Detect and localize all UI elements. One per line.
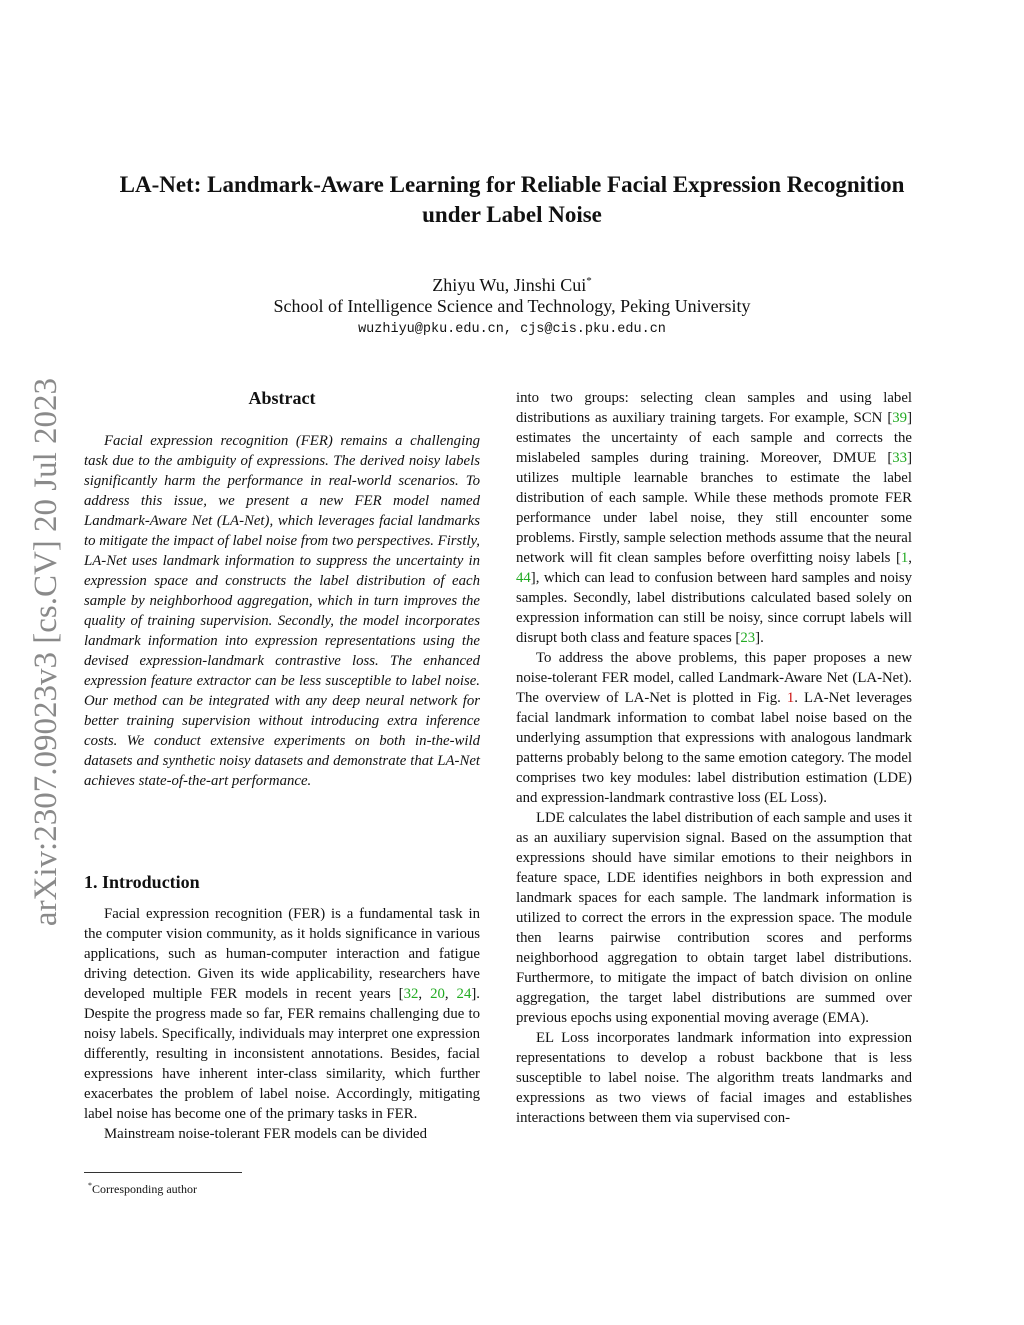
title-line-1: LA-Net: Landmark-Aware Learning for Reliable Facial Expression Recognition — [119, 172, 905, 197]
right-paragraph-1 — [516, 388, 912, 648]
body-text-run: ], which can lead to confusion between hard samples and noisy samples. Secondly, label distributions calculated based solely on expression information can still be noisy, since corrupt labels will disrupt both class and feature spaces [ — [516, 570, 912, 646]
abstract-text: Facial expression recognition (FER) remains a challenging task due to the ambiguity of expressions. The derived noisy labels significantly harm the performance in real-world scenarios. To address this issue, we present a new FER model named Landmark-Aware Net (LA-Net), which leverages facial landmarks to mitigate the impact of label noise from two perspectives. Firstly, LA-Net uses landmark information to suppress the uncertainty in expression space and constructs the label distribution of each sample by neighborhood aggregation, which in turn improves the quality of training supervision. Secondly, the model incorporates landmark information into expression representations using the devised expression-landmark contrastive loss. The enhanced expression feature extractor can be less susceptible to label noise. Our method can be integrated with any deep neural network for better training supervision without introducing extra inference costs. We conduct extensive experiments on both in-the-wild datasets and synthetic noisy datasets and demonstrate that LA-Net achieves state-of-the-art performance. — [84, 433, 480, 789]
paper-title — [60, 170, 964, 230]
intro-paragraph-2: Mainstream noise-tolerant FER models can be divided — [104, 1126, 427, 1142]
abstract-heading: Abstract — [248, 388, 316, 408]
body-text-run: ] utilizes multiple learnable branches to estimate the label distribution of each sample. While these methods promote FER performance under label noise, they still encounter some problems. Firstly, sample selection methods assume that the neural network will fit clean samples before overfitting noisy labels [ — [516, 450, 912, 566]
citation-separator: , — [444, 986, 457, 1002]
footnote-text: Corresponding author — [92, 1182, 197, 1196]
footnote-rule — [84, 1172, 242, 1173]
affiliation: School of Intelligence Science and Technology, Peking University — [273, 296, 751, 316]
citation-link[interactable]: 1 — [900, 550, 909, 566]
body-text-run: into two groups: selecting clean samples and using label distributions as auxiliary training targets. For example, SCN [ — [516, 390, 912, 426]
citation-link[interactable]: 24 — [456, 986, 472, 1002]
arxiv-identifier-margin — [24, 364, 68, 940]
arxiv-identifier[interactable]: arXiv:2307.09023v3 [cs.CV] 20 Jul 2023 — [28, 377, 64, 927]
right-paragraph-3: LDE calculates the label distribution of each sample and uses it as an auxiliary supervision signal. Based on the assumption that expressions should have similar emotions to their neighbors in feature space, LDE identifies neighbors in both expression and landmark spaces for each sample. The landmark information is utilized to correct the errors in the expression space. The module then learns pairwise contribution scores and performs neighborhood aggregation to obtain target label distributions. Furthermore, to mitigate the impact of batch division on online aggregation, the target label distributions are summed over previous epochs using exponential moving average (EMA). — [516, 810, 912, 1026]
citation-link[interactable]: 23 — [740, 630, 756, 646]
introduction-body — [84, 904, 480, 1144]
author-list — [60, 269, 964, 297]
citation-separator: , — [908, 550, 912, 566]
body-text-run: To address the above problems, this paper proposes a new noise-tolerant FER model, called Landmark-Aware Net (LA-Net). The overview of LA-Net is plotted in Fig. — [516, 650, 912, 706]
footnote-mark: * — [88, 1181, 92, 1190]
corresponding-author-mark: * — [586, 275, 592, 287]
intro-paragraph-1 — [84, 904, 480, 1124]
citation-separator: , — [418, 986, 431, 1002]
intro-text-run: ]. Despite the progress made so far, FER remains challenging due to noisy labels. Specifically, individuals may interpret one expression differently, resulting in inconsistent annotations. Besides, facial expressions have inherent inter-class similarity, which further exacerbates the problem of label noise. Accordingly, mitigating label noise has become one of the primary tasks in FER. — [84, 986, 480, 1122]
body-text-run: ]. — [755, 630, 764, 646]
footnote — [88, 1178, 197, 1197]
intro-text-run: Facial expression recognition (FER) is a fundamental task in the computer vision community, as it holds significance in various applications, such as human-computer interaction and fatigue driving detection. Given its wide applicability, researchers have developed multiple FER models in recent years [ — [84, 906, 480, 1002]
citation-link[interactable]: 20 — [430, 986, 445, 1002]
right-paragraph-4: EL Loss incorporates landmark information into expression representations to develop a robust backbone that is less susceptible to label noise. The algorithm treats landmarks and expressions as two views of facial images and establishes interactions between them via supervised con- — [516, 1030, 912, 1126]
figure-reference-link[interactable]: 1 — [786, 690, 795, 706]
right-column-body — [516, 388, 912, 1128]
title-line-2: under Label Noise — [422, 202, 602, 227]
right-paragraph-2 — [516, 648, 912, 808]
body-text-run: . LA-Net leverages facial landmark information to combat label noise based on the underlying assumption that expressions with analogous landmark patterns probably belong to the same emotion category. The model comprises two key modules: label distribution estimation (LDE) and expression-landmark contrastive loss (EL Loss). — [516, 690, 912, 806]
citation-link[interactable]: 39 — [892, 410, 908, 426]
author-names: Zhiyu Wu, Jinshi Cui — [432, 275, 587, 295]
author-emails[interactable]: wuzhiyu@pku.edu.cn, cjs@cis.pku.edu.cn — [358, 322, 666, 337]
citation-link[interactable]: 33 — [892, 450, 908, 466]
body-text-run: ] estimates the uncertainty of each sample and corrects the mislabeled samples during training. Moreover, DMUE [ — [516, 410, 912, 466]
citation-link[interactable]: 32 — [403, 986, 419, 1002]
introduction-heading: 1. Introduction — [84, 872, 200, 892]
citation-link[interactable]: 44 — [516, 570, 531, 586]
